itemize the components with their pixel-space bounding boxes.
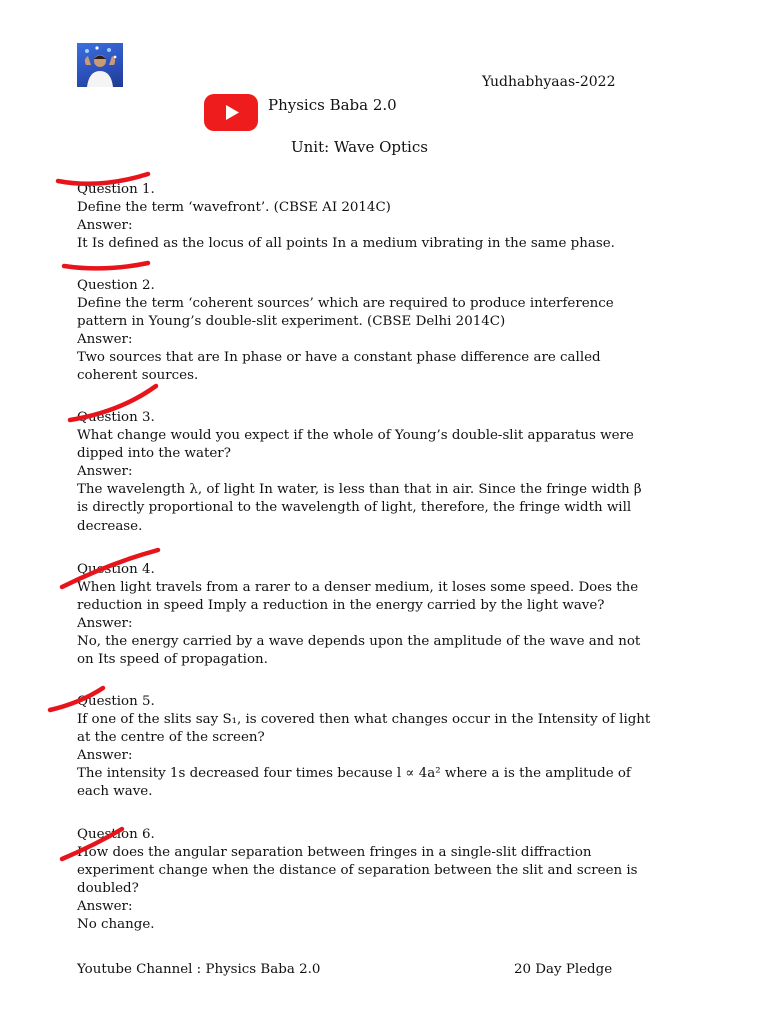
unit-title: Unit: Wave Optics [291, 138, 428, 156]
answer-text: No, the energy carried by a wave depends upon the amplitude of the wave and not on Its speed of propagation. [77, 634, 641, 668]
presenter-avatar-icon [77, 43, 123, 87]
answer-label: Answer: [77, 616, 133, 632]
answer-label: Answer: [77, 899, 133, 915]
question-block-2 [77, 277, 657, 386]
footer-pledge: 20 Day Pledge [514, 962, 613, 977]
answer-text: No change. [77, 917, 155, 933]
question-text: Define the term ‘coherent sources’ which are required to produce interference pattern in Young’s double-slit experiment. (CBSE Delhi 2014C) [77, 296, 614, 330]
question-label: Question 5. [77, 694, 155, 709]
question-label: Question 4. [77, 562, 155, 577]
answer-label: Answer: [77, 218, 133, 234]
question-text: When light travels from a rarer to a denser medium, it loses some speed. Does the reduction in speed Imply a reduction in the energy carried by the light wave? [77, 580, 639, 614]
question-text: What change would you expect if the whole of Young’s double-slit apparatus were dipped into the water? [77, 428, 634, 462]
red-underline-mark [64, 263, 148, 268]
series-label: Yudhabhyaas-2022 [482, 74, 616, 90]
answer-label: Answer: [77, 464, 133, 480]
question-block-3 [77, 409, 657, 536]
question-label: Question 2. [77, 278, 155, 293]
youtube-play-icon [204, 94, 258, 131]
channel-title: Physics Baba 2.0 [268, 96, 397, 114]
question-block-5 [77, 693, 657, 802]
answer-text: It Is defined as the locus of all points In a medium vibrating in the same phase. [77, 236, 615, 252]
question-block-6 [77, 826, 657, 935]
question-block-4 [77, 561, 657, 670]
answer-text: The wavelength λ, of light In water, is less than that in air. Since the fringe width β is directly proportional to the wavelength of light, therefore, the fringe width will decrease. [77, 482, 642, 534]
footer-channel: Youtube Channel : Physics Baba 2.0 [77, 962, 321, 977]
question-block-1 [77, 181, 657, 253]
question-text: If one of the slits say S₁, is covered then what changes occur in the Intensity of light at the centre of the screen? [77, 712, 651, 746]
question-text: Define the term ‘wavefront’. (CBSE AI 2014C) [77, 200, 391, 216]
answer-label: Answer: [77, 748, 133, 764]
answer-text: Two sources that are In phase or have a constant phase difference are called coherent sources. [77, 350, 601, 384]
answer-text: The intensity 1s decreased four times because l ∝ 4a² where a is the amplitude of each wave. [77, 766, 631, 800]
question-label: Question 3. [77, 410, 155, 425]
question-text: How does the angular separation between fringes in a single-slit diffraction experiment change when the distance of separation between the slit and screen is doubled? [77, 845, 638, 897]
question-label: Question 1. [77, 182, 155, 197]
answer-label: Answer: [77, 332, 133, 348]
question-label: Question 6. [77, 827, 155, 842]
